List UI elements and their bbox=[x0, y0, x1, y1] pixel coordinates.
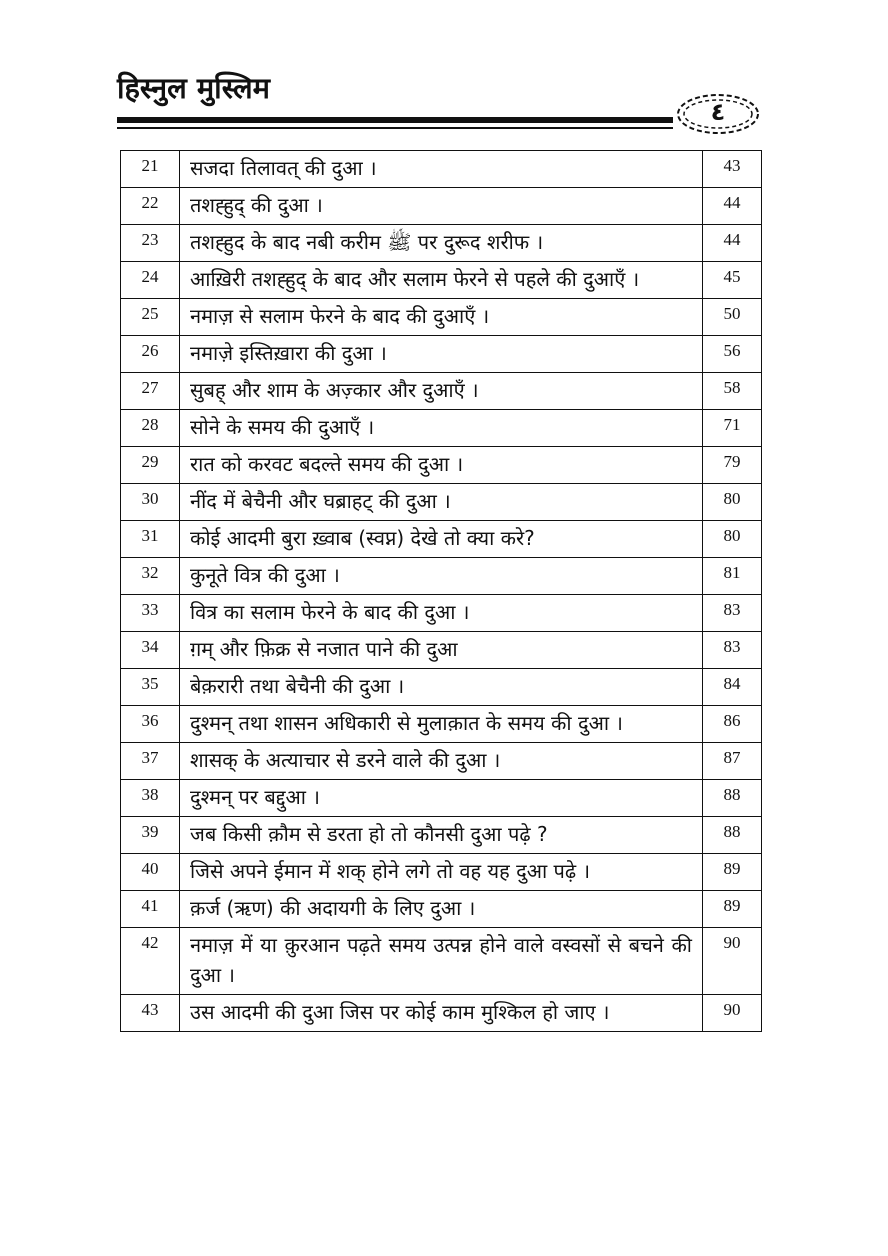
entry-number: 29 bbox=[121, 447, 180, 484]
entry-page-number: 56 bbox=[703, 336, 762, 373]
entry-page-number: 44 bbox=[703, 188, 762, 225]
table-row bbox=[121, 669, 762, 706]
entry-number: 28 bbox=[121, 410, 180, 447]
entry-title: कोई आदमी बुरा ख़्वाब (स्वप्न) देखे तो क्या करे? bbox=[180, 521, 703, 558]
page-number-badge bbox=[673, 90, 763, 138]
table-row bbox=[121, 595, 762, 632]
entry-number: 31 bbox=[121, 521, 180, 558]
entry-title: सजदा तिलावत् की दुआ । bbox=[180, 151, 703, 188]
table-row bbox=[121, 336, 762, 373]
table-row bbox=[121, 928, 762, 995]
entry-number: 21 bbox=[121, 151, 180, 188]
entry-page-number: 86 bbox=[703, 706, 762, 743]
entry-number: 25 bbox=[121, 299, 180, 336]
entry-page-number: 58 bbox=[703, 373, 762, 410]
entry-title: तशह्हुद के बाद नबी करीम ﷺ पर दुरूद शरीफ । bbox=[180, 225, 703, 262]
book-title: हिस्नुल मुस्लिम bbox=[117, 71, 270, 105]
entry-page-number: 83 bbox=[703, 595, 762, 632]
entry-title: आख़िरी तशह्हुद् के बाद और सलाम फेरने से पहले की दुआएँ । bbox=[180, 262, 703, 299]
page-number: ٤ bbox=[710, 98, 726, 126]
table-row bbox=[121, 780, 762, 817]
entry-title: दुश्मन् तथा शासन अधिकारी से मुलाक़ात के समय की दुआ । bbox=[180, 706, 703, 743]
entry-page-number: 79 bbox=[703, 447, 762, 484]
entry-page-number: 84 bbox=[703, 669, 762, 706]
entry-title: तशह्हुद् की दुआ । bbox=[180, 188, 703, 225]
table-row bbox=[121, 891, 762, 928]
table-row bbox=[121, 410, 762, 447]
entry-title: नींद में बेचैनी और घब्राहट् की दुआ । bbox=[180, 484, 703, 521]
entry-page-number: 90 bbox=[703, 928, 762, 995]
entry-title: जिसे अपने ईमान में शक् होने लगे तो वह यह दुआ पढ़े । bbox=[180, 854, 703, 891]
entry-title: सुबह् और शाम के अज़्कार और दुआएँ । bbox=[180, 373, 703, 410]
table-row bbox=[121, 447, 762, 484]
entry-number: 24 bbox=[121, 262, 180, 299]
entry-number: 27 bbox=[121, 373, 180, 410]
entry-title: बेक़रारी तथा बेचैनी की दुआ । bbox=[180, 669, 703, 706]
entry-title: दुश्मन् पर बद्दुआ । bbox=[180, 780, 703, 817]
entry-title: उस आदमी की दुआ जिस पर कोई काम मुश्किल हो जाए । bbox=[180, 995, 703, 1032]
table-row bbox=[121, 151, 762, 188]
entry-page-number: 88 bbox=[703, 780, 762, 817]
table-row bbox=[121, 225, 762, 262]
entry-page-number: 89 bbox=[703, 891, 762, 928]
contents-table bbox=[120, 150, 762, 1032]
table-row bbox=[121, 373, 762, 410]
entry-title: ग़म् और फ़िक्र से नजात पाने की दुआ bbox=[180, 632, 703, 669]
entry-title: सोने के समय की दुआएँ । bbox=[180, 410, 703, 447]
table-row bbox=[121, 262, 762, 299]
entry-page-number: 87 bbox=[703, 743, 762, 780]
entry-number: 22 bbox=[121, 188, 180, 225]
entry-page-number: 88 bbox=[703, 817, 762, 854]
table-row bbox=[121, 817, 762, 854]
entry-page-number: 45 bbox=[703, 262, 762, 299]
entry-title: वित्र का सलाम फेरने के बाद की दुआ । bbox=[180, 595, 703, 632]
table-row bbox=[121, 299, 762, 336]
entry-number: 39 bbox=[121, 817, 180, 854]
entry-page-number: 89 bbox=[703, 854, 762, 891]
header-rule-thick bbox=[117, 117, 673, 123]
entry-title: नमाज़ से सलाम फेरने के बाद की दुआएँ । bbox=[180, 299, 703, 336]
table-row bbox=[121, 558, 762, 595]
entry-number: 33 bbox=[121, 595, 180, 632]
entry-number: 37 bbox=[121, 743, 180, 780]
entry-number: 41 bbox=[121, 891, 180, 928]
table-row bbox=[121, 854, 762, 891]
entry-number: 36 bbox=[121, 706, 180, 743]
table-row bbox=[121, 995, 762, 1032]
entry-number: 34 bbox=[121, 632, 180, 669]
entry-title: क़र्ज (ऋण) की अदायगी के लिए दुआ । bbox=[180, 891, 703, 928]
entry-number: 26 bbox=[121, 336, 180, 373]
table-row bbox=[121, 632, 762, 669]
entry-page-number: 83 bbox=[703, 632, 762, 669]
entry-title: शासक् के अत्याचार से डरने वाले की दुआ । bbox=[180, 743, 703, 780]
entry-title: कुनूते वित्र की दुआ । bbox=[180, 558, 703, 595]
entry-number: 40 bbox=[121, 854, 180, 891]
entry-number: 23 bbox=[121, 225, 180, 262]
entry-page-number: 90 bbox=[703, 995, 762, 1032]
table-row bbox=[121, 521, 762, 558]
table-row bbox=[121, 484, 762, 521]
entry-title: रात को करवट बदल्ते समय की दुआ । bbox=[180, 447, 703, 484]
entry-page-number: 71 bbox=[703, 410, 762, 447]
table-row bbox=[121, 743, 762, 780]
entry-number: 30 bbox=[121, 484, 180, 521]
entry-title: नमाज़ में या क़ुरआन पढ़ते समय उत्पन्न होने वाले वस्वसों से बचने की दुआ । bbox=[180, 928, 703, 995]
entry-page-number: 43 bbox=[703, 151, 762, 188]
table-row bbox=[121, 188, 762, 225]
entry-number: 35 bbox=[121, 669, 180, 706]
entry-page-number: 81 bbox=[703, 558, 762, 595]
entry-number: 32 bbox=[121, 558, 180, 595]
entry-page-number: 80 bbox=[703, 521, 762, 558]
entry-page-number: 80 bbox=[703, 484, 762, 521]
entry-page-number: 50 bbox=[703, 299, 762, 336]
entry-number: 38 bbox=[121, 780, 180, 817]
entry-number: 42 bbox=[121, 928, 180, 995]
entry-title: जब किसी क़ौम से डरता हो तो कौनसी दुआ पढ़े ? bbox=[180, 817, 703, 854]
header-rule-thin bbox=[117, 127, 673, 129]
entry-number: 43 bbox=[121, 995, 180, 1032]
entry-title: नमाज़े इस्तिख़ारा की दुआ । bbox=[180, 336, 703, 373]
table-row bbox=[121, 706, 762, 743]
entry-page-number: 44 bbox=[703, 225, 762, 262]
